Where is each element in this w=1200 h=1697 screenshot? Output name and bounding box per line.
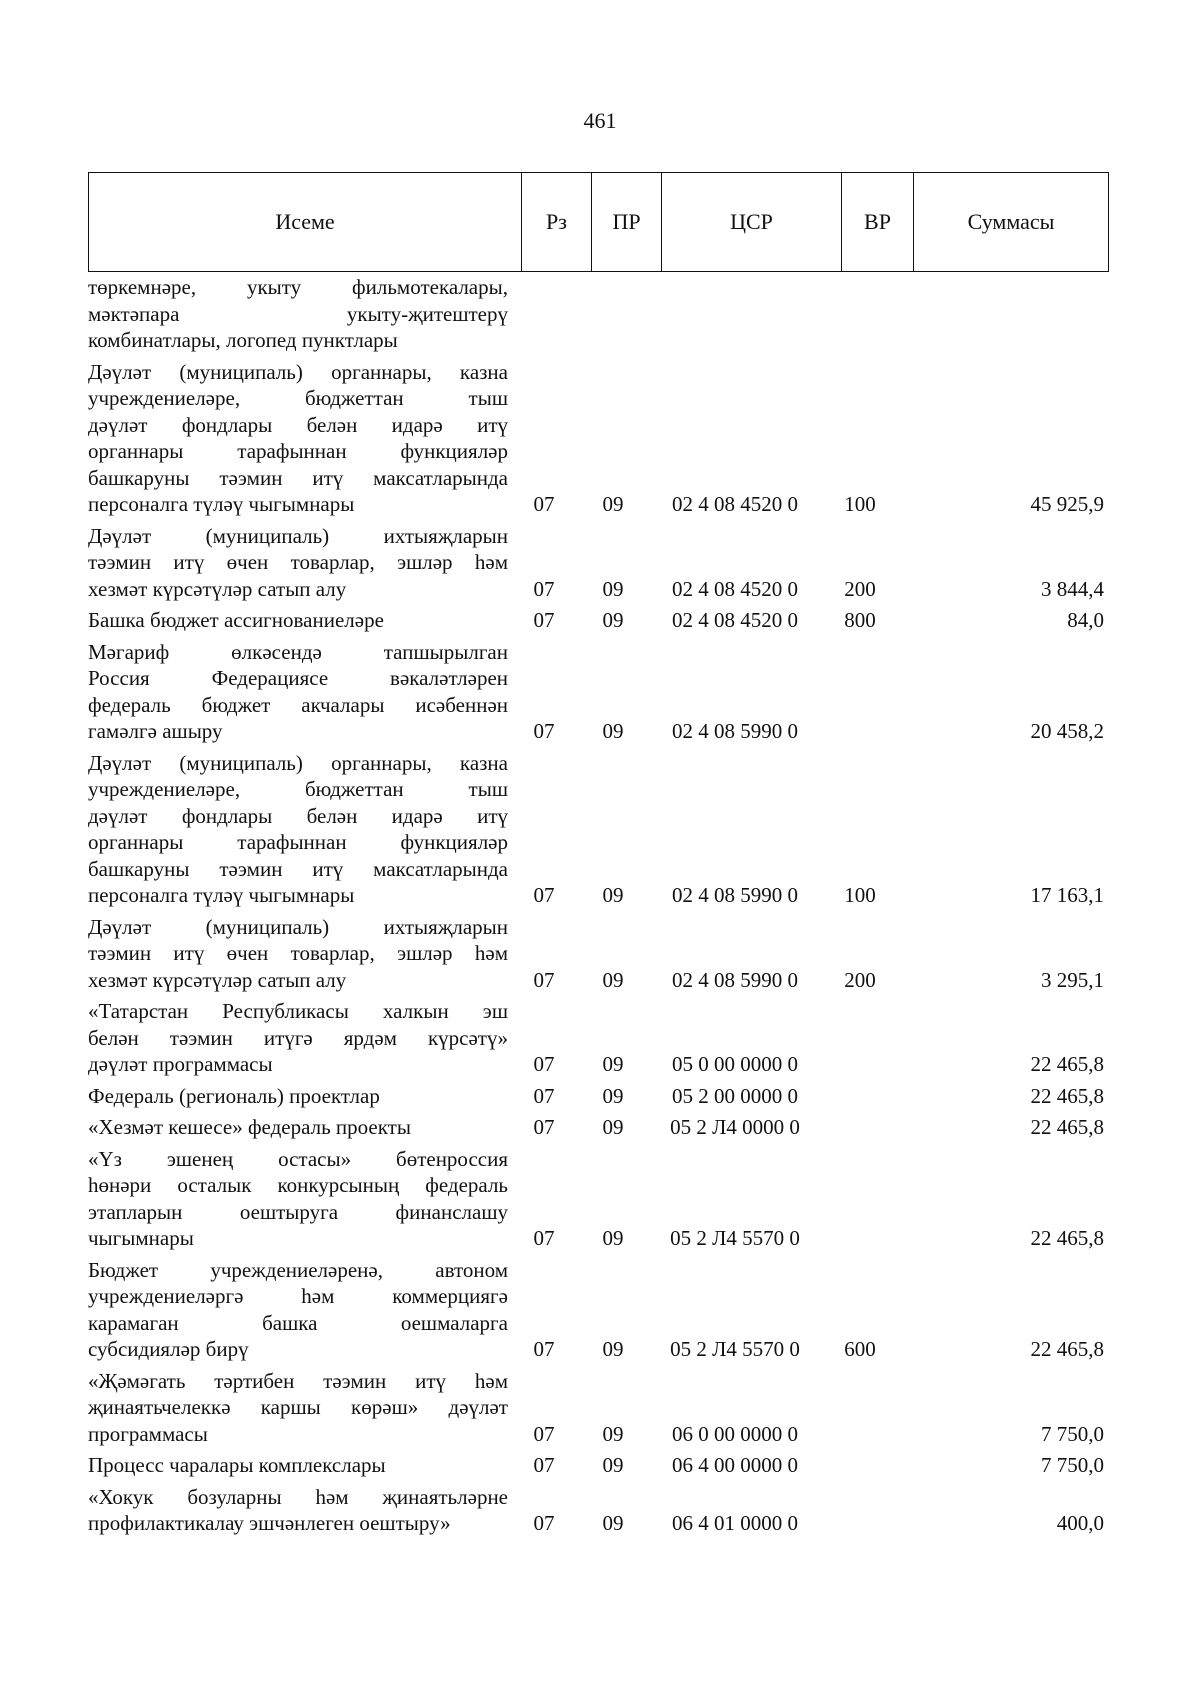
row-name — [88, 523, 508, 603]
row-name-line: карамаган башка оешмаларга — [88, 1310, 508, 1335]
row-rz: 07 — [533, 719, 555, 743]
row-name-line: «Хокук бозуларны һәм җинаятьләрне — [88, 1484, 508, 1509]
table-row — [88, 998, 1108, 1078]
row-vr: 200 — [844, 967, 876, 992]
row-csr: 02 4 08 5990 0 — [672, 967, 798, 992]
row-name — [88, 914, 508, 994]
row-csr: 05 2 Л4 5570 0 — [670, 1337, 800, 1361]
row-vr: 100 — [844, 883, 876, 907]
table-row — [88, 1452, 1108, 1479]
row-pr: 09 — [602, 1337, 624, 1361]
table-row — [88, 1083, 1108, 1110]
row-name-line: учреждениеләре, бюджеттан тыш — [88, 386, 508, 410]
row-name-line: «Хезмәт кешесе» федераль проекты — [88, 1115, 411, 1139]
table-header — [88, 172, 1109, 272]
row-name — [88, 359, 508, 518]
row-sum: 3 844,4 — [1041, 576, 1104, 601]
row-name-line: персоналга түләү чыгымнары — [88, 883, 355, 907]
row-name-line: Дәүләт (муниципаль) органнары, казна — [88, 750, 508, 775]
row-sum: 20 458,2 — [1030, 719, 1104, 743]
row-sum: 22 465,8 — [1030, 1083, 1104, 1108]
row-pr: 09 — [602, 883, 624, 907]
row-pr: 09 — [602, 967, 624, 992]
table-row — [88, 1146, 1108, 1252]
row-rz: 07 — [533, 883, 555, 907]
row-sum: 22 465,8 — [1030, 1226, 1104, 1250]
row-csr: 02 4 08 4520 0 — [672, 576, 798, 601]
row-csr: 02 4 08 4520 0 — [672, 492, 798, 516]
row-name-line: хезмәт күрсәтүләр сатып алу — [88, 576, 347, 601]
row-name — [88, 1114, 508, 1141]
row-pr: 09 — [602, 1083, 624, 1108]
row-name-line: персоналга түләү чыгымнары — [88, 492, 355, 516]
row-name — [88, 1368, 508, 1448]
row-sum: 22 465,8 — [1030, 1115, 1104, 1139]
row-csr: 06 0 00 0000 0 — [672, 1421, 798, 1446]
row-name-line: гамәлгә ашыру — [88, 719, 223, 743]
row-csr: 05 2 00 0000 0 — [672, 1083, 798, 1108]
row-name — [88, 1452, 508, 1479]
row-name — [88, 1083, 508, 1110]
row-name-line: Бюджет учреждениеләренә, автоном — [88, 1257, 508, 1282]
row-name — [88, 998, 508, 1078]
row-name-line: федераль бюджет акчалары исәбеннән — [88, 692, 508, 717]
table-row — [88, 1368, 1108, 1448]
row-name-line: Дәүләт (муниципаль) органнары, казна — [88, 359, 508, 384]
row-sum: 3 295,1 — [1041, 967, 1104, 992]
row-rz: 07 — [533, 608, 555, 632]
row-vr: 800 — [844, 608, 876, 632]
row-name-line: Башка бюджет ассигнованиеләре — [88, 608, 384, 632]
row-pr: 09 — [602, 1453, 624, 1477]
row-pr: 09 — [602, 492, 624, 516]
row-csr: 02 4 08 4520 0 — [672, 608, 798, 632]
row-vr: 200 — [844, 576, 876, 601]
row-sum: 7 750,0 — [1041, 1421, 1104, 1446]
row-name-line: профилактикалау эшчәнлеген оештыру» — [88, 1511, 451, 1535]
row-rz: 07 — [533, 1052, 555, 1076]
row-sum: 22 465,8 — [1030, 1337, 1104, 1361]
row-name — [88, 1146, 508, 1252]
row-name-line: Дәүләт (муниципаль) ихтыяҗларын — [88, 914, 508, 939]
row-name — [88, 1484, 508, 1537]
row-vr: 100 — [844, 492, 876, 516]
row-rz: 07 — [533, 1453, 555, 1477]
row-name — [88, 639, 508, 745]
row-name-line: Россия Федерациясе вәкаләтләрен — [88, 666, 508, 690]
row-name-line: органнары тарафыннан функцияләр — [88, 830, 508, 854]
row-name-line: хезмәт күрсәтүләр сатып алу — [88, 967, 347, 992]
column-header-pr: ПР — [592, 173, 662, 272]
row-rz: 07 — [533, 1511, 555, 1535]
row-name-line: Федераль (региональ) проектлар — [88, 1083, 380, 1108]
row-rz: 07 — [533, 492, 555, 516]
row-rz: 07 — [533, 1421, 555, 1446]
row-name-line: дәүләт фондлары белән идарә итү — [88, 803, 508, 828]
row-csr: 05 2 Л4 0000 0 — [670, 1115, 800, 1139]
row-sum: 84,0 — [1067, 608, 1104, 632]
row-pr: 09 — [602, 1421, 624, 1446]
row-name-line: тәэмин итү өчен товарлар, эшләр һәм — [88, 941, 508, 965]
row-pr: 09 — [602, 719, 624, 743]
row-sum: 400,0 — [1056, 1511, 1104, 1535]
row-name — [88, 274, 508, 354]
column-header-vr: ВР — [842, 173, 914, 272]
page-number: 461 — [583, 108, 617, 133]
row-name-line: мәктәпара укыту-җитештерү — [88, 301, 508, 326]
row-name-line: дәүләт программасы — [88, 1052, 273, 1076]
row-rz: 07 — [533, 1115, 555, 1139]
row-name-line: тәэмин итү өчен товарлар, эшләр һәм — [88, 550, 508, 574]
row-sum: 7 750,0 — [1041, 1453, 1104, 1477]
row-name-line: чыгымнары — [88, 1226, 194, 1250]
table-row — [88, 523, 1108, 603]
row-name-line: Процесс чаралары комплекслары — [88, 1453, 386, 1477]
row-pr: 09 — [602, 1115, 624, 1139]
row-name-line: «Җәмәгать тәртибен тәэмин итү һәм — [88, 1368, 508, 1393]
row-name-line: Мәгариф өлкәсендә тапшырылган — [88, 639, 508, 664]
row-name-line: комбинатлары, логопед пунктлары — [88, 328, 398, 352]
row-name-line: органнары тарафыннан функцияләр — [88, 439, 508, 463]
row-sum: 22 465,8 — [1030, 1052, 1104, 1076]
row-name — [88, 750, 508, 909]
table-row — [88, 639, 1108, 745]
row-pr: 09 — [602, 608, 624, 632]
row-name-line: дәүләт фондлары белән идарә итү — [88, 412, 508, 437]
row-csr: 06 4 00 0000 0 — [672, 1453, 798, 1477]
table-row — [88, 1257, 1108, 1363]
row-sum: 45 925,9 — [1030, 492, 1104, 516]
table-row — [88, 1114, 1108, 1141]
row-name-line: башкаруны тәэмин итү максатларында — [88, 465, 508, 490]
row-pr: 09 — [602, 1052, 624, 1076]
budget-table-body — [88, 274, 1108, 1542]
row-name-line: программасы — [88, 1421, 208, 1446]
row-csr: 05 2 Л4 5570 0 — [670, 1226, 800, 1250]
row-name-line: башкаруны тәэмин итү максатларында — [88, 856, 508, 881]
table-row — [88, 274, 1108, 354]
column-header-csr: ЦСР — [662, 173, 842, 272]
row-pr: 09 — [602, 1226, 624, 1250]
column-header-sum: Суммасы — [914, 173, 1109, 272]
table-row — [88, 359, 1108, 518]
row-name-line: учреждениеләре, бюджеттан тыш — [88, 777, 508, 801]
row-pr: 09 — [602, 576, 624, 601]
table-row — [88, 750, 1108, 909]
row-sum: 17 163,1 — [1030, 883, 1104, 907]
row-pr: 09 — [602, 1511, 624, 1535]
row-csr: 02 4 08 5990 0 — [672, 719, 798, 743]
row-name-line: этапларын оештыруга финанслашу — [88, 1199, 508, 1224]
row-vr: 600 — [844, 1337, 876, 1361]
row-name-line: учреждениеләргә һәм коммерциягә — [88, 1284, 508, 1308]
row-rz: 07 — [533, 1083, 555, 1108]
table-row — [88, 1484, 1108, 1537]
column-header-name: Исеме — [89, 173, 522, 272]
row-name-line: «Үз эшенең остасы» бөтенроссия — [88, 1146, 508, 1171]
row-rz: 07 — [533, 1226, 555, 1250]
row-name-line: Дәүләт (муниципаль) ихтыяҗларын — [88, 523, 508, 548]
row-rz: 07 — [533, 1337, 555, 1361]
row-name-line: белән тәэмин итүгә ярдәм күрсәтү» — [88, 1025, 508, 1050]
row-csr: 05 0 00 0000 0 — [672, 1052, 798, 1076]
row-name-line: субсидияләр бирү — [88, 1337, 249, 1361]
row-rz: 07 — [533, 576, 555, 601]
row-name-line: «Татарстан Республикасы халкын эш — [88, 999, 508, 1023]
row-name-line: төркемнәре, укыту фильмотекалары, — [88, 275, 508, 299]
row-name — [88, 1257, 508, 1363]
row-csr: 06 4 01 0000 0 — [672, 1511, 798, 1535]
table-row — [88, 607, 1108, 634]
table-row — [88, 914, 1108, 994]
column-header-rz: Рз — [522, 173, 592, 272]
row-name-line: җинаятьчелеккә каршы көрәш» дәүләт — [88, 1395, 508, 1419]
row-name-line: һөнәри осталык конкурсының федераль — [88, 1173, 508, 1197]
row-name — [88, 607, 508, 634]
row-rz: 07 — [533, 967, 555, 992]
row-csr: 02 4 08 5990 0 — [672, 883, 798, 907]
